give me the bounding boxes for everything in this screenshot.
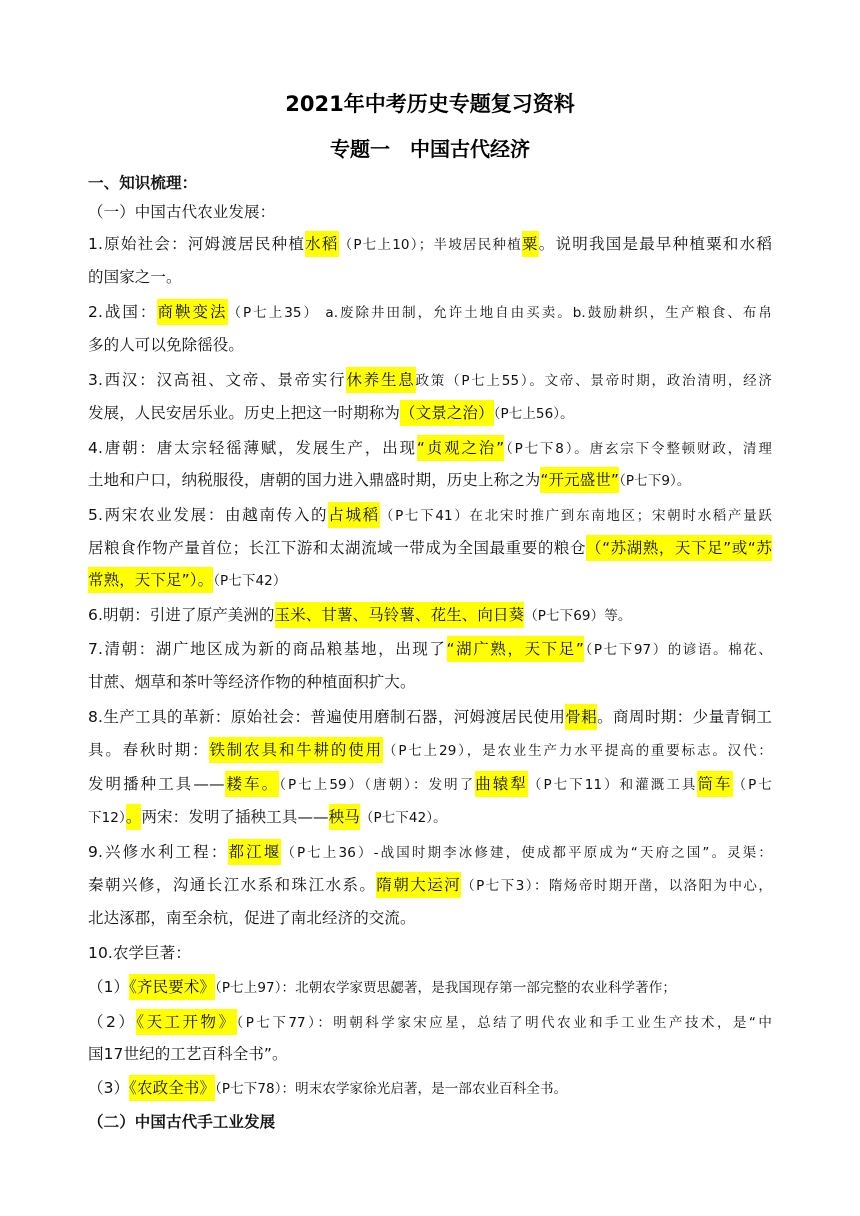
highlight: 常熟，天下足”）。	[88, 567, 213, 593]
item-9-line-2: 秦朝兴修，沟通长江水系和珠江水系。隋朝大运河（P七下3）：隋炀帝时期开凿，以洛阳为中心，	[88, 874, 772, 897]
highlight: 休养生息	[346, 367, 415, 393]
highlight: 占城稻	[328, 502, 380, 528]
highlight: “湖广熟，天下足”	[447, 636, 584, 662]
item-7-line-2: 甘蔗、烟草和茶叶等经济作物的种植面积扩大。	[88, 673, 416, 691]
highlight: 筒车	[697, 771, 732, 797]
book-2-line-1: （2）《天工开物》（P七下77）：明朝科学家宋应星，总结了明代农业和手工业生产技术，是“中	[88, 1011, 772, 1034]
highlight: “贞观之治”	[417, 435, 504, 461]
highlight: 都江堰	[228, 839, 281, 865]
highlight: 耧车。	[225, 771, 280, 797]
item-10-heading: 10.农学巨著：	[88, 944, 191, 962]
item-9-line-3: 北达涿郡，南至余杭，促进了南北经济的交流。	[88, 909, 416, 927]
book-3: （3）《农政全书》（P七下78）：明末农学家徐光启著，是一部农业百科全书。	[88, 1077, 772, 1100]
highlight: （“苏湖熟，天下足”或“苏	[586, 535, 772, 561]
item-4-line-1: 4.唐朝：唐太宗轻徭薄赋，发展生产，出现“贞观之治”（P七下8）。唐玄宗下令整顿财政，清理	[88, 437, 772, 460]
highlight: 。	[126, 804, 142, 830]
section-heading: 一、知识梳理：	[88, 174, 198, 192]
book-2-line-2: 国17世纪的工艺百科全书”。	[88, 1045, 288, 1063]
item-5-line-3: 常熟，天下足”）。（P七下42）	[88, 569, 772, 592]
highlight: 水稻	[305, 231, 339, 257]
highlight: 骨耜	[565, 704, 597, 730]
topic-title: 专题一 中国古代经济	[330, 137, 530, 161]
highlight: 玉米、甘薯、马铃薯、花生、向日葵	[275, 602, 525, 628]
item-1-line-2: 的国家之一。	[88, 268, 182, 286]
highlight: 秧马	[329, 804, 360, 830]
highlight: 商鞅变法	[157, 299, 227, 325]
item-1-line-1: 1.原始社会：河姆渡居民种植水稻（P七上10）；半坡居民种植粟。说明我国是最早种植粟和水稻	[88, 233, 772, 256]
item-9-line-1: 9.兴修水利工程：都江堰（P七上36）-战国时期李冰修建，使成都平原成为“天府之国”。灵渠：	[88, 841, 772, 864]
highlight: 隋朝大运河	[376, 872, 461, 898]
highlight: 《齐民要术》	[129, 974, 215, 1000]
item-8-line-1: 8.生产工具的革新：原始社会：普遍使用磨制石器，河姆渡居民使用骨耜。商周时期：少量青铜工	[88, 706, 772, 728]
subsection-heading-2: （二）中国古代手工业发展	[88, 1113, 276, 1131]
book-1: （1）《齐民要术》（P七上97）：北朝农学家贾思勰著，是我国现存第一部完整的农业科学著作；	[88, 976, 772, 999]
highlight: （文景之治）	[400, 400, 494, 426]
item-4-line-2: 土地和户口，纳税服役，唐朝的国力进入鼎盛时期，历史上称之为“开元盛世”（P七下9）。	[88, 469, 772, 492]
subsection-heading: （一）中国古代农业发展：	[88, 203, 276, 221]
item-5-line-2: 居粮食作物产量首位；长江下游和太湖流域一带成为全国最重要的粮仓（“苏湖熟，天下足”或“苏	[88, 537, 772, 559]
item-2-line-2: 多的人可以免除徭役。	[88, 336, 245, 354]
item-8-line-4: 下12）。两宋：发明了插秧工具——秧马（P七下42）。	[88, 806, 772, 829]
highlight: 铁制农具和牛耕的使用	[209, 737, 383, 763]
item-5-line-1: 5.两宋农业发展：由越南传入的占城稻（P七下41）在北宋时推广到东南地区；宋朝时水稻产量跃	[88, 504, 772, 527]
item-7-line-1: 7.清朝：湖广地区成为新的商品粮基地，出现了“湖广熟，天下足”（P七下97）的谚语。棉花、	[88, 638, 772, 661]
highlight: 粟	[522, 231, 539, 257]
highlight: 《农政全书》	[129, 1075, 215, 1101]
item-8-line-3: 发明播种工具——耧车。（P七上59）（唐朝）：发明了曲辕犁（P七下11）和灌溉工具筒车（P七	[88, 773, 772, 796]
item-3-line-2: 发展，人民安居乐业。历史上把这一时期称为（文景之治）（P七上56）。	[88, 402, 772, 425]
highlight: 《天工开物》	[136, 1009, 236, 1035]
highlight: “开元盛世”	[540, 467, 619, 493]
item-2-line-1: 2.战国：商鞅变法（P七上35） a.废除井田制，允许土地自由买卖。b.鼓励耕织，生产粮食、布帛	[88, 301, 772, 324]
item-6-line-1: 6.明朝：引进了原产美洲的玉米、甘薯、马铃薯、花生、向日葵（P七下69）等。	[88, 604, 772, 627]
document-title: 2021年中考历史专题复习资料	[285, 92, 575, 116]
item-8-line-2: 具。春秋时期：铁制农具和牛耕的使用（P七上29），是农业生产力水平提高的重要标志。汉代：	[88, 739, 772, 762]
item-3-line-1: 3.西汉：汉高祖、文帝、景帝实行休养生息政策（P七上55）。文帝、景帝时期，政治清明，经济	[88, 369, 772, 392]
highlight: 曲辕犁	[475, 771, 528, 797]
